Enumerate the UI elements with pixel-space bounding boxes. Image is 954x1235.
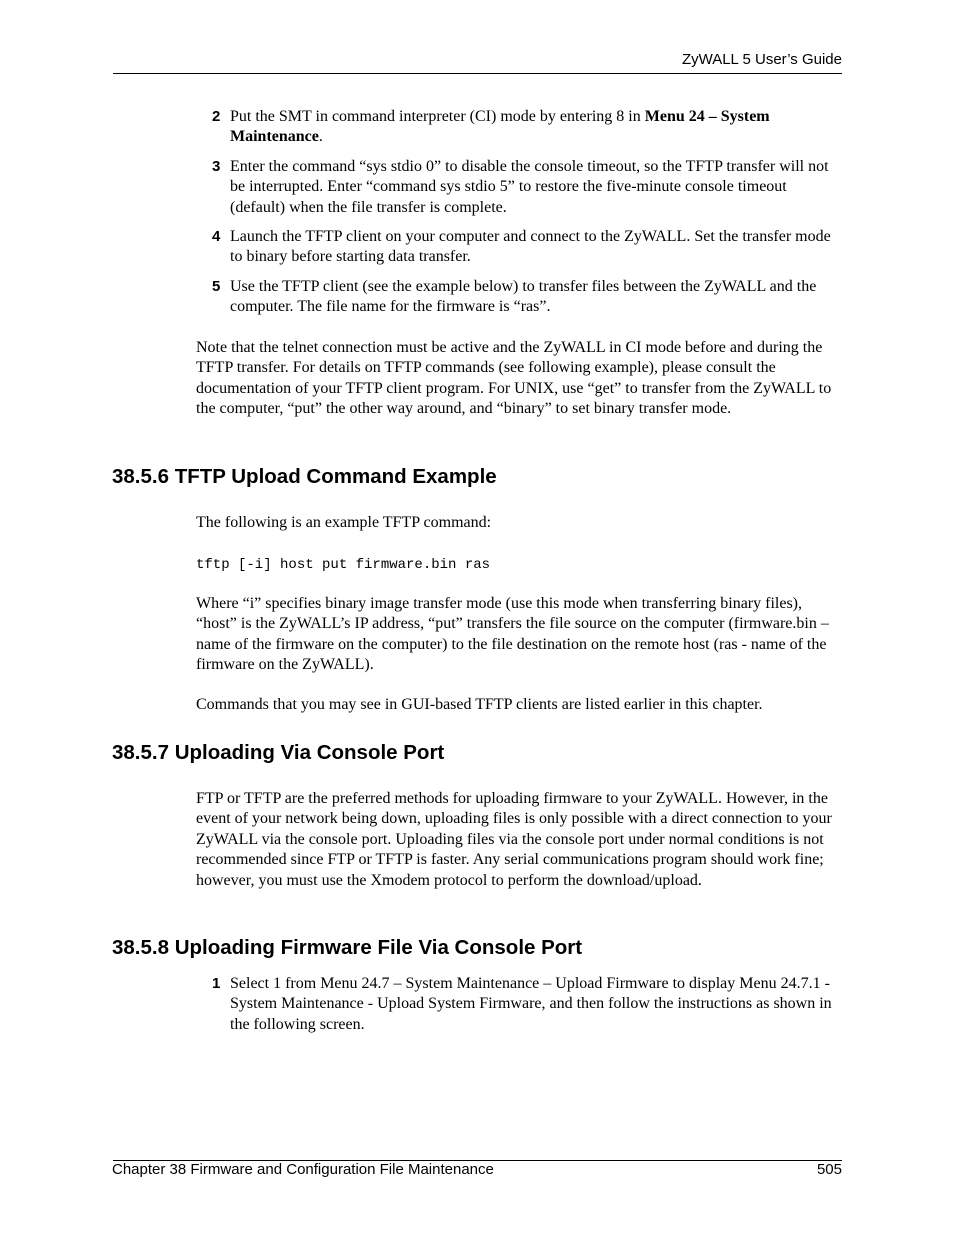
- tftp-command-code: tftp [-i] host put firmware.bin ras: [196, 557, 491, 573]
- step-text: Enter the command “sys stdio 0” to disable the console timeout, so the TFTP transfer will not be interrupted. Enter “command sys stdio 5” to restore the five-minute console timeout (default) when the file transfer is complete.: [230, 158, 829, 216]
- step-number: 3: [212, 158, 221, 175]
- note-paragraph: Note that the telnet connection must be active and the ZyWALL in CI mode before and during the TFTP transfer. For details on TFTP commands (see following example), please consult the documentation of your TFTP client program. For UNIX, use “get” to transfer from the ZyWALL to the computer, “put” the other way around, and “binary” to set binary transfer mode.: [196, 339, 832, 418]
- step-number: 4: [212, 228, 221, 245]
- footer-chapter-title: Chapter 38 Firmware and Configuration File Maintenance: [112, 1161, 494, 1178]
- section-heading-38-5-6: 38.5.6 TFTP Upload Command Example: [112, 465, 497, 488]
- step-4: [212, 227, 842, 268]
- tftp-explanation: Where “i” specifies binary image transfer mode (use this mode when transferring binary files), “host” is the ZyWALL’s IP address, “put” transfers the file source on the computer (firmware.bin – name of the firmware on the computer) to the file destination on the remote host (ras - name of the firmware on the ZyWALL).: [196, 595, 829, 674]
- gui-clients-note: Commands that you may see in GUI-based TFTP clients are listed earlier in this chapter.: [196, 696, 763, 713]
- step-2: [212, 107, 842, 148]
- step-text: Select 1 from Menu 24.7 – System Maintenance – Upload Firmware to display Menu 24.7.1 - System Maintenance - Upload System Firmware, and then follow the instructions as shown in the following screen.: [230, 975, 832, 1033]
- step-number: 1: [212, 975, 221, 992]
- running-header-title: ZyWALL 5 User’s Guide: [681, 51, 842, 68]
- step-text: Launch the TFTP client on your computer and connect to the ZyWALL. Set the transfer mode to binary before starting data transfer.: [230, 228, 831, 266]
- console-port-paragraph: FTP or TFTP are the preferred methods for uploading firmware to your ZyWALL. However, in the event of your network being down, uploading files is only possible with a direct connection to your ZyWALL via the console port. Uploading files via the console port under normal conditions is not recommended since FTP or TFTP is faster. Any serial communications program should work fine; however, you must use the Xmodem protocol to perform the download/upload.: [196, 790, 832, 889]
- step-number: 5: [212, 278, 221, 295]
- step-text: Put the SMT in command interpreter (CI) mode by entering 8 in Menu 24 – System Maintenance.: [230, 108, 770, 146]
- page-number: 505: [816, 1161, 842, 1178]
- step-5: [212, 277, 842, 318]
- tftp-intro: The following is an example TFTP command:: [196, 514, 492, 531]
- step-3: [212, 157, 842, 218]
- section-heading-38-5-7: 38.5.7 Uploading Via Console Port: [112, 741, 445, 764]
- menu-reference: Menu 24 – System Maintenance: [230, 108, 770, 146]
- section-heading-38-5-8: 38.5.8 Uploading Firmware File Via Console Port: [112, 936, 583, 959]
- step-number: 2: [212, 108, 221, 125]
- step-1: [212, 974, 842, 1035]
- header-divider: [113, 73, 842, 74]
- step-text: Use the TFTP client (see the example below) to transfer files between the ZyWALL and the computer. The file name for the firmware is “ras”.: [230, 278, 817, 316]
